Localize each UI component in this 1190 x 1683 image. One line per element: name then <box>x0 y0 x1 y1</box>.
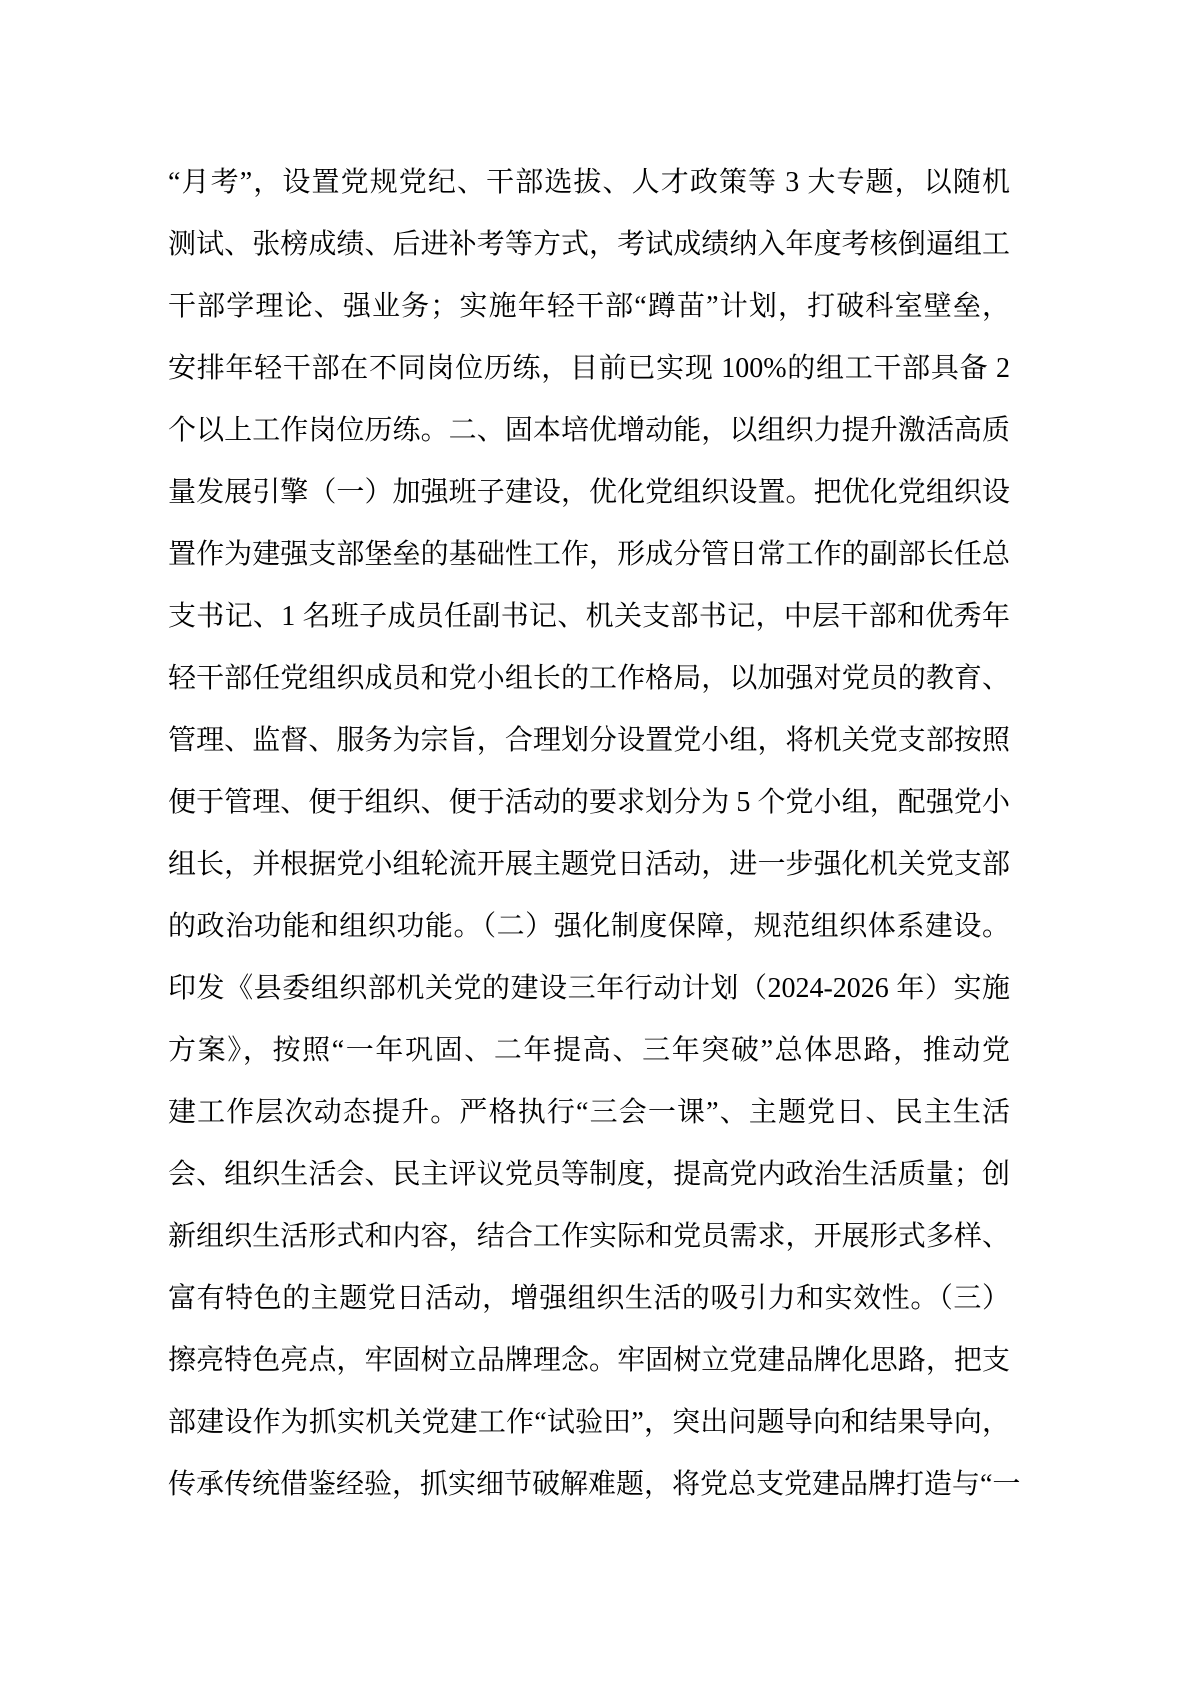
text-line: 传承传统借鉴经验，抓实细节破解难题，将党总支党建品牌打造与“一 <box>168 1469 1021 1500</box>
text-line: 会、组织生活会、民主评议党员等制度，提高党内政治生活质量；创 <box>168 1159 1010 1190</box>
text-line: 建工作层次动态提升。严格执行“三会一课”、主题党日、民主生活 <box>168 1097 1010 1128</box>
document-body-text <box>168 152 1021 1516</box>
text-line: 部建设作为抓实机关党建工作“试验田”，突出问题导向和结果导向， <box>168 1407 1010 1438</box>
text-line: 干部学理论、强业务；实施年轻干部“蹲苗”计划，打破科室壁垒， <box>168 291 1010 322</box>
text-line: 擦亮特色亮点，牢固树立品牌理念。牢固树立党建品牌化思路，把支 <box>168 1345 1010 1376</box>
text-line: 轻干部任党组织成员和党小组长的工作格局，以加强对党员的教育、 <box>168 663 1010 694</box>
text-line: 支书记、1 名班子成员任副书记、机关支部书记，中层干部和优秀年 <box>168 601 1010 632</box>
text-line: 富有特色的主题党日活动，增强组织生活的吸引力和实效性。（三） <box>168 1283 1010 1314</box>
text-line: 置作为建强支部堡垒的基础性工作，形成分管日常工作的副部长任总 <box>168 539 1010 570</box>
text-line: 管理、监督、服务为宗旨，合理划分设置党小组，将机关党支部按照 <box>168 725 1010 756</box>
text-line: 便于管理、便于组织、便于活动的要求划分为 5 个党小组，配强党小 <box>168 787 1010 818</box>
text-line: 组长，并根据党小组轮流开展主题党日活动，进一步强化机关党支部 <box>168 849 1010 880</box>
text-line: 方案》，按照“一年巩固、二年提高、三年突破”总体思路，推动党 <box>168 1035 1010 1066</box>
text-line: 个以上工作岗位历练。二、固本培优增动能，以组织力提升激活高质 <box>168 415 1010 446</box>
text-line: 安排年轻干部在不同岗位历练，目前已实现 100%的组工干部具备 2 <box>168 353 1010 384</box>
text-line: 印发《县委组织部机关党的建设三年行动计划（2024-2026 年）实施 <box>168 973 1010 1004</box>
text-line: 的政治功能和组织功能。（二）强化制度保障，规范组织体系建设。 <box>168 911 1010 942</box>
text-line: 新组织生活形式和内容，结合工作实际和党员需求，开展形式多样、 <box>168 1221 1010 1252</box>
text-line: 测试、张榜成绩、后进补考等方式，考试成绩纳入年度考核倒逼组工 <box>168 229 1010 260</box>
text-line: “月考”，设置党规党纪、干部选拔、人才政策等 3 大专题，以随机 <box>168 167 1010 198</box>
text-line: 量发展引擎（一）加强班子建设，优化党组织设置。把优化党组织设 <box>168 477 1010 508</box>
